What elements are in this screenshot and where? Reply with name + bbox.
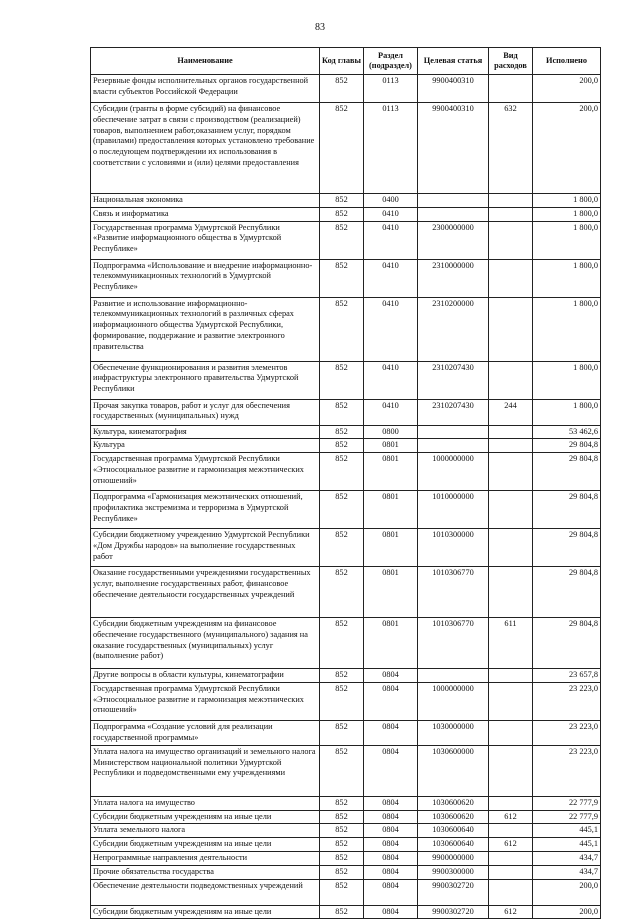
cell-section: 0804 (364, 720, 418, 745)
cell-value: 53 462,6 (533, 425, 601, 439)
table-row (91, 865, 601, 879)
table-row (91, 103, 601, 194)
cell-value: 434,7 (533, 865, 601, 879)
cell-target (418, 439, 489, 453)
cell-target: 9900400310 (418, 103, 489, 194)
cell-name: Культура, кинематография (91, 425, 320, 439)
cell-target: 1000000000 (418, 453, 489, 491)
table-header-row (91, 48, 601, 75)
header-name: Наименование (91, 48, 320, 75)
cell-code: 852 (320, 207, 364, 221)
cell-type (489, 439, 533, 453)
cell-section: 0804 (364, 879, 418, 905)
cell-name: Подпрограмма «Создание условий для реализации государственной программы» (91, 720, 320, 745)
cell-value: 1 800,0 (533, 259, 601, 297)
cell-type (489, 865, 533, 879)
cell-value: 1 800,0 (533, 361, 601, 399)
cell-code: 852 (320, 879, 364, 905)
cell-section: 0804 (364, 682, 418, 720)
cell-type (489, 75, 533, 103)
cell-section: 0410 (364, 259, 418, 297)
table-row (91, 207, 601, 221)
cell-target: 9900000000 (418, 852, 489, 866)
cell-code: 852 (320, 361, 364, 399)
cell-name: Государственная программа Удмуртской Республики «Развитие информационного общества в Удмуртской Республике» (91, 221, 320, 259)
table-row (91, 439, 601, 453)
cell-target: 1010300000 (418, 529, 489, 567)
cell-name: Субсидии бюджетным учреждениям на иные цели (91, 905, 320, 919)
cell-name: Обеспечение функционирования и развития элементов инфраструктуры электронного правительства Удмуртской Республики (91, 361, 320, 399)
table-row (91, 399, 601, 425)
header-code: Код главы (320, 48, 364, 75)
cell-code: 852 (320, 75, 364, 103)
cell-value: 1 800,0 (533, 399, 601, 425)
cell-target: 1000000000 (418, 682, 489, 720)
cell-name: Развитие и использование информационно-телекоммуникационных технологий в различных сферах информационного общества Удмуртской Республики, формирование, поддержание и развитие электронного правительства (91, 297, 320, 361)
header-value: Исполнено (533, 48, 601, 75)
cell-code: 852 (320, 796, 364, 810)
cell-value: 200,0 (533, 879, 601, 905)
cell-value: 29 804,8 (533, 439, 601, 453)
cell-code: 852 (320, 745, 364, 796)
cell-name: Прочая закупка товаров, работ и услуг для обеспечения государственных (муниципальных) нужд (91, 399, 320, 425)
table-row (91, 75, 601, 103)
cell-value: 200,0 (533, 905, 601, 919)
cell-value: 1 800,0 (533, 207, 601, 221)
cell-target (418, 669, 489, 683)
cell-type: 612 (489, 905, 533, 919)
cell-section: 0801 (364, 453, 418, 491)
cell-section: 0801 (364, 491, 418, 529)
table-row (91, 361, 601, 399)
cell-type (489, 567, 533, 618)
table-row (91, 425, 601, 439)
cell-code: 852 (320, 491, 364, 529)
cell-section: 0801 (364, 529, 418, 567)
cell-type (489, 194, 533, 208)
cell-name: Субсидии бюджетным учреждениям на финансовое обеспечение государственного (муниципального) задания на оказание государственных (муниципальных) услуг (выполнение работ) (91, 618, 320, 669)
cell-section: 0804 (364, 865, 418, 879)
cell-target: 1030600620 (418, 810, 489, 824)
table-row (91, 453, 601, 491)
cell-section: 0804 (364, 810, 418, 824)
cell-value: 23 223,0 (533, 720, 601, 745)
cell-section: 0410 (364, 221, 418, 259)
cell-type (489, 824, 533, 838)
page-number: 83 (315, 22, 325, 33)
cell-code: 852 (320, 669, 364, 683)
table-row (91, 221, 601, 259)
cell-target: 9900400310 (418, 75, 489, 103)
cell-target: 2310207430 (418, 399, 489, 425)
table-row (91, 567, 601, 618)
table-row (91, 824, 601, 838)
cell-section: 0410 (364, 361, 418, 399)
cell-section: 0410 (364, 297, 418, 361)
cell-type (489, 259, 533, 297)
table-row (91, 529, 601, 567)
cell-code: 852 (320, 194, 364, 208)
cell-type (489, 297, 533, 361)
cell-code: 852 (320, 720, 364, 745)
cell-target: 2310207430 (418, 361, 489, 399)
cell-type: 612 (489, 810, 533, 824)
cell-target: 1030000000 (418, 720, 489, 745)
cell-section: 0801 (364, 567, 418, 618)
cell-target: 1030600000 (418, 745, 489, 796)
cell-value: 29 804,8 (533, 567, 601, 618)
cell-code: 852 (320, 259, 364, 297)
cell-target: 1030600640 (418, 838, 489, 852)
cell-section: 0410 (364, 207, 418, 221)
cell-section: 0804 (364, 852, 418, 866)
cell-target (418, 207, 489, 221)
cell-value: 29 804,8 (533, 529, 601, 567)
table-row (91, 838, 601, 852)
table-row (91, 905, 601, 919)
cell-value: 200,0 (533, 103, 601, 194)
cell-type: 632 (489, 103, 533, 194)
cell-section: 0804 (364, 669, 418, 683)
cell-name: Уплата налога на имущество (91, 796, 320, 810)
cell-code: 852 (320, 905, 364, 919)
cell-value: 29 804,8 (533, 618, 601, 669)
cell-code: 852 (320, 103, 364, 194)
cell-code: 852 (320, 618, 364, 669)
cell-type (489, 425, 533, 439)
cell-type (489, 745, 533, 796)
cell-type: 244 (489, 399, 533, 425)
cell-value: 29 804,8 (533, 491, 601, 529)
cell-section: 0804 (364, 905, 418, 919)
cell-name: Субсидии бюджетным учреждениям на иные цели (91, 838, 320, 852)
cell-value: 23 657,8 (533, 669, 601, 683)
cell-section: 0804 (364, 838, 418, 852)
cell-target: 1010306770 (418, 618, 489, 669)
table-row (91, 259, 601, 297)
header-target: Целевая статья (418, 48, 489, 75)
header-type: Вид расходов (489, 48, 533, 75)
cell-value: 445,1 (533, 838, 601, 852)
budget-table (90, 47, 601, 919)
cell-name: Субсидии бюджетным учреждениям на иные цели (91, 810, 320, 824)
cell-code: 852 (320, 838, 364, 852)
table-row (91, 618, 601, 669)
cell-name: Другие вопросы в области культуры, кинематографии (91, 669, 320, 683)
cell-name: Уплата земельного налога (91, 824, 320, 838)
cell-name: Субсидии (гранты в форме субсидий) на финансовое обеспечение затрат в связи с производством (реализацией) товаров, выполнением работ,оказанием услуг, порядком (правилами) предоставления которых установлено требование о последующем подтверждении их использования в соответствии с условиями и (или) целями предоставления (91, 103, 320, 194)
cell-type (489, 879, 533, 905)
cell-target: 1030600620 (418, 796, 489, 810)
cell-code: 852 (320, 297, 364, 361)
cell-target: 9900302720 (418, 905, 489, 919)
cell-name: Связь и информатика (91, 207, 320, 221)
cell-code: 852 (320, 682, 364, 720)
cell-target: 2310000000 (418, 259, 489, 297)
cell-name: Оказание государственными учреждениями государственных услуг, выполнение государственных работ, финансовое обеспечение деятельности государственных учреждений (91, 567, 320, 618)
cell-type (489, 453, 533, 491)
cell-target (418, 425, 489, 439)
cell-type (489, 669, 533, 683)
cell-value: 1 800,0 (533, 221, 601, 259)
cell-target: 2310200000 (418, 297, 489, 361)
table-row (91, 745, 601, 796)
cell-name: Обеспечение деятельности подведомственных учреждений (91, 879, 320, 905)
cell-value: 1 800,0 (533, 194, 601, 208)
cell-type (489, 361, 533, 399)
cell-name: Резервные фонды исполнительных органов государственной власти субъектов Российской Федерации (91, 75, 320, 103)
cell-section: 0113 (364, 103, 418, 194)
cell-code: 852 (320, 529, 364, 567)
cell-value: 22 777,9 (533, 810, 601, 824)
cell-name: Подпрограмма «Использование и внедрение информационно-телекоммуникационных технологий в Удмуртской Республике» (91, 259, 320, 297)
cell-value: 29 804,8 (533, 453, 601, 491)
cell-code: 852 (320, 399, 364, 425)
table-row (91, 491, 601, 529)
cell-name: Уплата налога на имущество организаций и земельного налога Министерством национальной политики Удмуртской Республики и подведомственными ему учреждениями (91, 745, 320, 796)
cell-value: 200,0 (533, 75, 601, 103)
cell-target (418, 194, 489, 208)
cell-name: Непрограммные направления деятельности (91, 852, 320, 866)
cell-section: 0113 (364, 75, 418, 103)
cell-target: 1010306770 (418, 567, 489, 618)
cell-code: 852 (320, 810, 364, 824)
cell-target: 1010000000 (418, 491, 489, 529)
table-row (91, 194, 601, 208)
cell-code: 852 (320, 453, 364, 491)
cell-name: Государственная программа Удмуртской Республики «Этносоциальное развитие и гармонизация межэтнических отношений» (91, 682, 320, 720)
cell-type: 611 (489, 618, 533, 669)
cell-value: 434,7 (533, 852, 601, 866)
cell-name: Государственная программа Удмуртской Республики «Этносоциальное развитие и гармонизация межэтнических отношений» (91, 453, 320, 491)
cell-name: Субсидии бюджетному учреждению Удмуртской Республики «Дом Дружбы народов» на выполнение государственных работ (91, 529, 320, 567)
cell-target: 1030600640 (418, 824, 489, 838)
table-row (91, 297, 601, 361)
cell-type (489, 491, 533, 529)
cell-section: 0804 (364, 745, 418, 796)
cell-name: Прочие обязательства государства (91, 865, 320, 879)
cell-target: 9900302720 (418, 879, 489, 905)
table-row (91, 852, 601, 866)
cell-type (489, 720, 533, 745)
cell-code: 852 (320, 221, 364, 259)
cell-code: 852 (320, 852, 364, 866)
cell-type (489, 852, 533, 866)
cell-value: 23 223,0 (533, 682, 601, 720)
cell-code: 852 (320, 865, 364, 879)
cell-value: 1 800,0 (533, 297, 601, 361)
cell-section: 0801 (364, 618, 418, 669)
header-section: Раздел (подраздел) (364, 48, 418, 75)
cell-target: 2300000000 (418, 221, 489, 259)
table-row (91, 796, 601, 810)
cell-section: 0804 (364, 824, 418, 838)
cell-target: 9900300000 (418, 865, 489, 879)
cell-type (489, 682, 533, 720)
cell-code: 852 (320, 824, 364, 838)
cell-type (489, 207, 533, 221)
cell-name: Культура (91, 439, 320, 453)
table-row (91, 810, 601, 824)
table-row (91, 682, 601, 720)
table-row (91, 879, 601, 905)
table-row (91, 669, 601, 683)
cell-code: 852 (320, 425, 364, 439)
table-row (91, 720, 601, 745)
cell-name: Подпрограмма «Гармонизация межэтнических отношений, профилактика экстремизма и терроризма в Удмуртской Республике» (91, 491, 320, 529)
cell-code: 852 (320, 567, 364, 618)
cell-section: 0400 (364, 194, 418, 208)
cell-value: 445,1 (533, 824, 601, 838)
cell-type: 612 (489, 838, 533, 852)
cell-type (489, 529, 533, 567)
cell-name: Национальная экономика (91, 194, 320, 208)
cell-value: 23 223,0 (533, 745, 601, 796)
cell-value: 22 777,9 (533, 796, 601, 810)
cell-section: 0801 (364, 439, 418, 453)
cell-section: 0410 (364, 399, 418, 425)
cell-section: 0800 (364, 425, 418, 439)
cell-section: 0804 (364, 796, 418, 810)
cell-code: 852 (320, 439, 364, 453)
cell-type (489, 221, 533, 259)
cell-type (489, 796, 533, 810)
